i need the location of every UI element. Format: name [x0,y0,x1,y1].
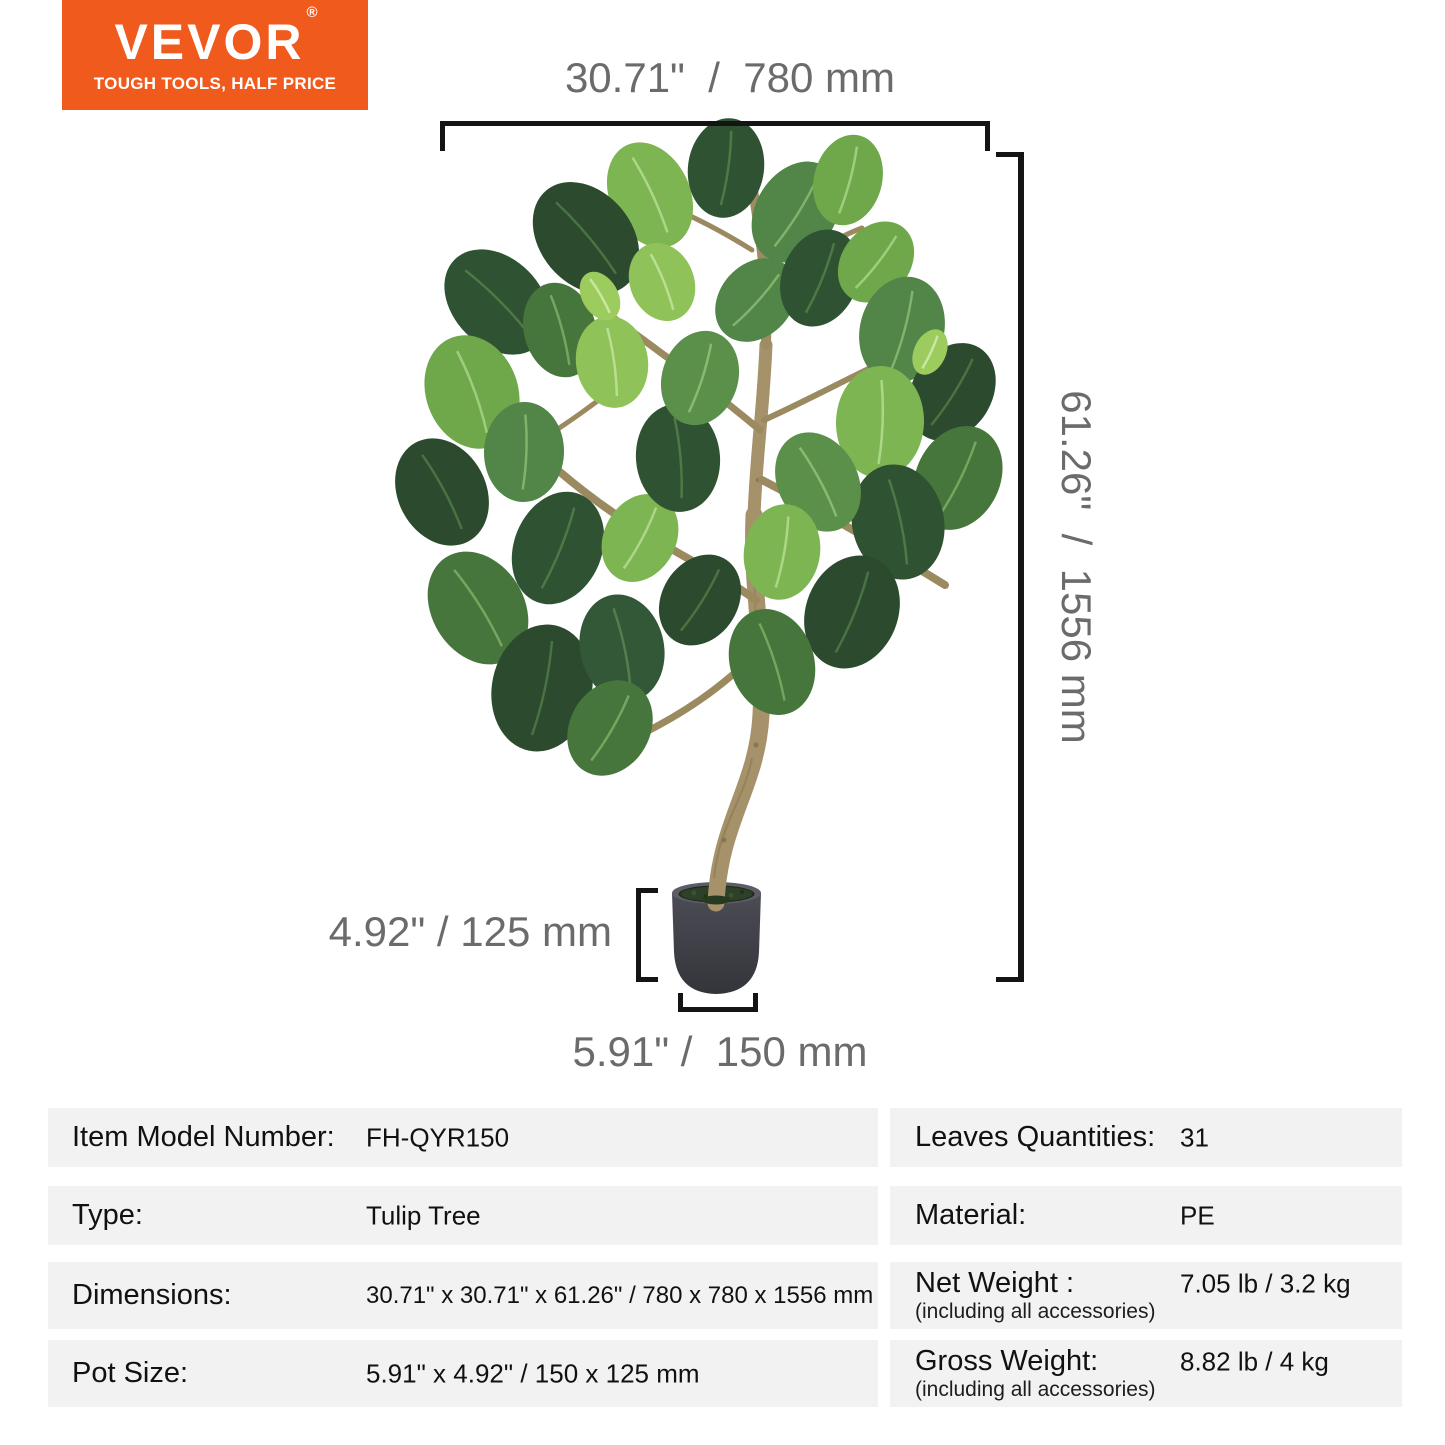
spec-label: Net Weight : [915,1267,1075,1299]
spec-label: Pot Size: [72,1357,189,1389]
width-dimension-label: 30.71" / 780 mm [564,54,896,101]
spec-row-material [890,1186,1402,1245]
spec-row-net-weight [890,1262,1402,1329]
spec-label-group [915,1266,1155,1325]
spec-row-gross-weight [890,1340,1402,1407]
brand-logo [62,0,368,110]
spec-value: 30.71" x 30.71" x 61.26" / 780 x 780 x 1556 mm [366,1281,874,1309]
pot-height-dimension-label: 4.92" / 125 mm [328,908,612,955]
spec-value: Tulip Tree [366,1200,481,1230]
tree-foliage [377,113,1020,791]
spec-row-item-model-number [48,1108,878,1167]
brand-wordmark: VEVOR [114,13,305,70]
brand-name [114,3,318,70]
spec-sublabel: (including all accessories) [915,1378,1156,1402]
pot-height-dimension-bracket [636,888,658,982]
spec-label-group [915,1344,1155,1403]
spec-value: FH-QYR150 [366,1122,510,1152]
height-dimension-bracket [996,152,1024,982]
spec-value: 5.91" x 4.92" / 150 x 125 mm [366,1358,700,1388]
height-dimension-label: 61.26" / 1556 mm [1053,390,1100,744]
pot-diameter-dimension-bracket [678,993,758,1012]
spec-value: PE [1180,1200,1215,1230]
spec-value: 8.82 lb / 4 kg [1180,1346,1329,1377]
spec-value: 7.05 lb / 3.2 kg [1180,1268,1351,1299]
spec-row-type [48,1186,878,1245]
spec-label: Type: [72,1199,143,1231]
spec-label: Material: [915,1199,1027,1231]
width-dimension-bracket [440,121,990,151]
spec-label: Gross Weight: [915,1345,1099,1377]
spec-label: Leaves Quantities: [915,1121,1156,1153]
spec-row-leaves-quantities [890,1108,1402,1167]
registered-trademark-symbol: ® [306,3,318,21]
spec-row-pot-size [48,1340,878,1407]
brand-tagline: TOUGH TOOLS, HALF PRICE [93,73,337,93]
spec-sublabel: (including all accessories) [915,1300,1156,1324]
pot-diameter-dimension-label: 5.91" / 150 mm [572,1028,868,1075]
spec-row-dimensions [48,1262,878,1329]
spec-label: Dimensions: [72,1279,232,1311]
spec-label: Item Model Number: [72,1121,335,1153]
spec-value: 31 [1180,1122,1209,1152]
